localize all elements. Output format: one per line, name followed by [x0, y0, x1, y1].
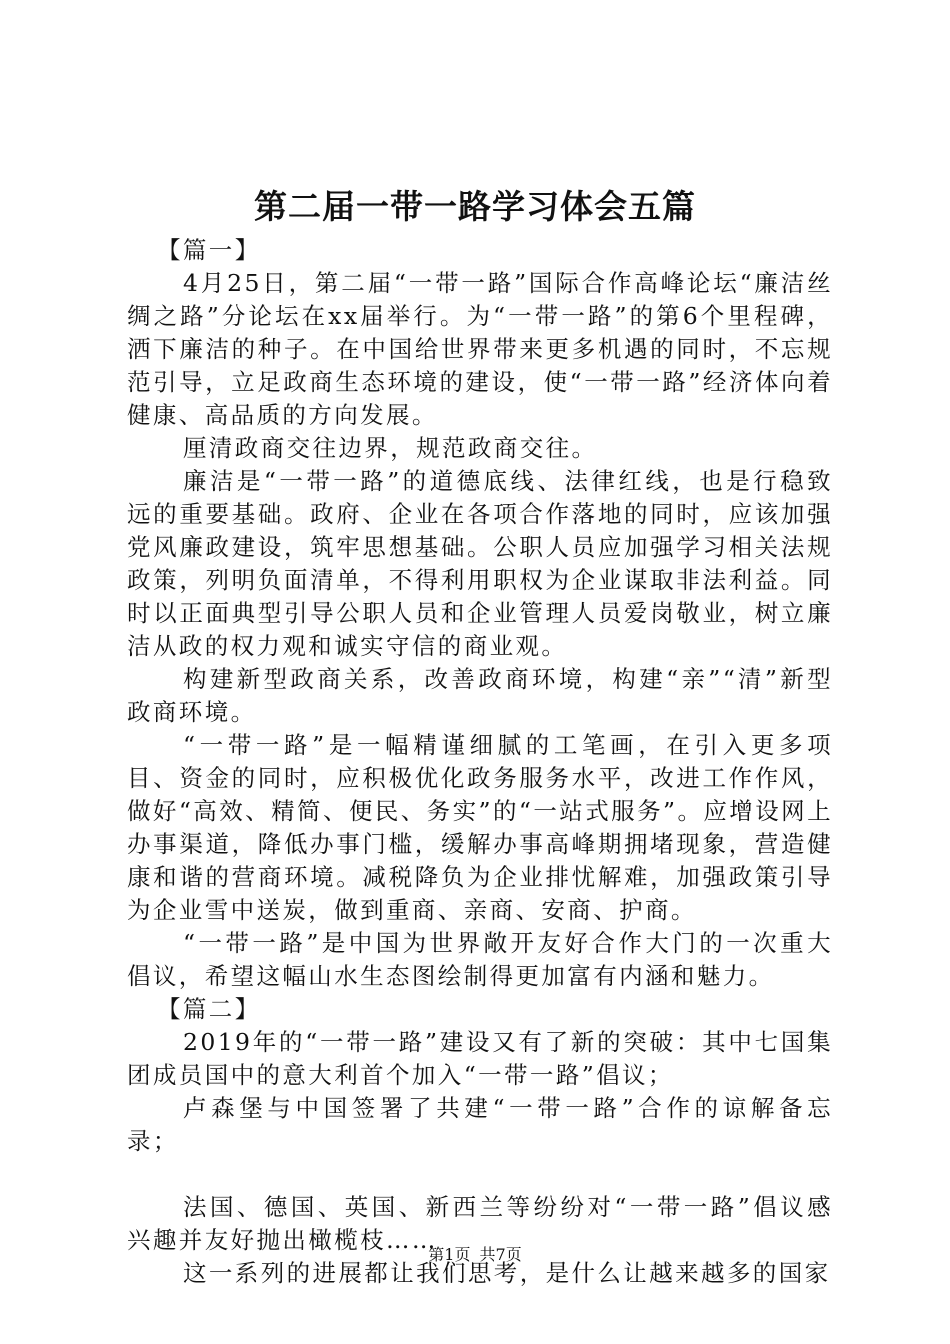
paragraph: 厘清政商交往边界，规范政商交往。 — [183, 434, 598, 462]
paragraph: 2019年的“一带一路”建设又有了新的突破：其中七国集团成员国中的意大利首个加入“一带一路”倡议； — [127, 1028, 833, 1089]
paragraph: 构建新型政商关系，改善政商环境，构建“亲”“清”新型政商环境。 — [127, 665, 833, 726]
page-number: 第1页 — [428, 1245, 471, 1264]
section-heading: 【篇二】 — [157, 995, 261, 1023]
page-total: 共7页 — [479, 1245, 522, 1264]
document-body — [127, 234, 833, 1290]
page-title: 第二届一带一路学习体会五篇 — [254, 187, 696, 226]
paragraph: 4月25日，第二届“一带一路”国际合作高峰论坛“廉洁丝绸之路”分论坛在xx届举行。为“一带一路”的第6个里程碑，洒下廉洁的种子。在中国给世界带来更多机遇的同时，不忘规范引导，立足政商生态环境的建设，使“一带一路”经济体向着健康、高品质的方向发展。 — [127, 269, 833, 429]
paragraph: “一带一路”是中国为世界敞开友好合作大门的一次重大倡议，希望这幅山水生态图绘制得更加富有内涵和魅力。 — [127, 929, 833, 990]
paragraph: 卢森堡与中国签署了共建“一带一路”合作的谅解备忘录； — [127, 1094, 833, 1155]
section-heading: 【篇一】 — [157, 236, 261, 264]
page-footer — [0, 1245, 950, 1265]
blank-line — [127, 1158, 833, 1191]
paragraph: “一带一路”是一幅精谨细腻的工笔画，在引入更多项目、资金的同时，应积极优化政务服务水平，改进工作作风，做好“高效、精简、便民、务实”的“一站式服务”。应增设网上办事渠道，降低办事门槛，缓解办事高峰期拥堵现象，营造健康和谐的营商环境。减税降负为企业排忧解难，加强政策引导为企业雪中送炭，做到重商、亲商、安商、护商。 — [127, 731, 833, 924]
paragraph: 这一系列的进展都让我们思考，是什么让越来越多的国家 — [183, 1259, 831, 1287]
section-1 — [127, 234, 833, 993]
paragraph: 廉洁是“一带一路”的道德底线、法律红线，也是行稳致远的重要基础。政府、企业在各项合作落地的同时，应该加强党风廉政建设，筑牢思想基础。公职人员应加强学习相关法规政策，列明负面清单，不得利用职权为企业谋取非法利益。同时以正面典型引导公职人员和企业管理人员爱岗敬业，树立廉洁从政的权力观和诚实守信的商业观。 — [127, 467, 833, 660]
paragraph: 法国、德国、英国、新西兰等纷纷对“一带一路”倡议感兴趣并友好抛出橄榄枝…… — [127, 1193, 833, 1254]
